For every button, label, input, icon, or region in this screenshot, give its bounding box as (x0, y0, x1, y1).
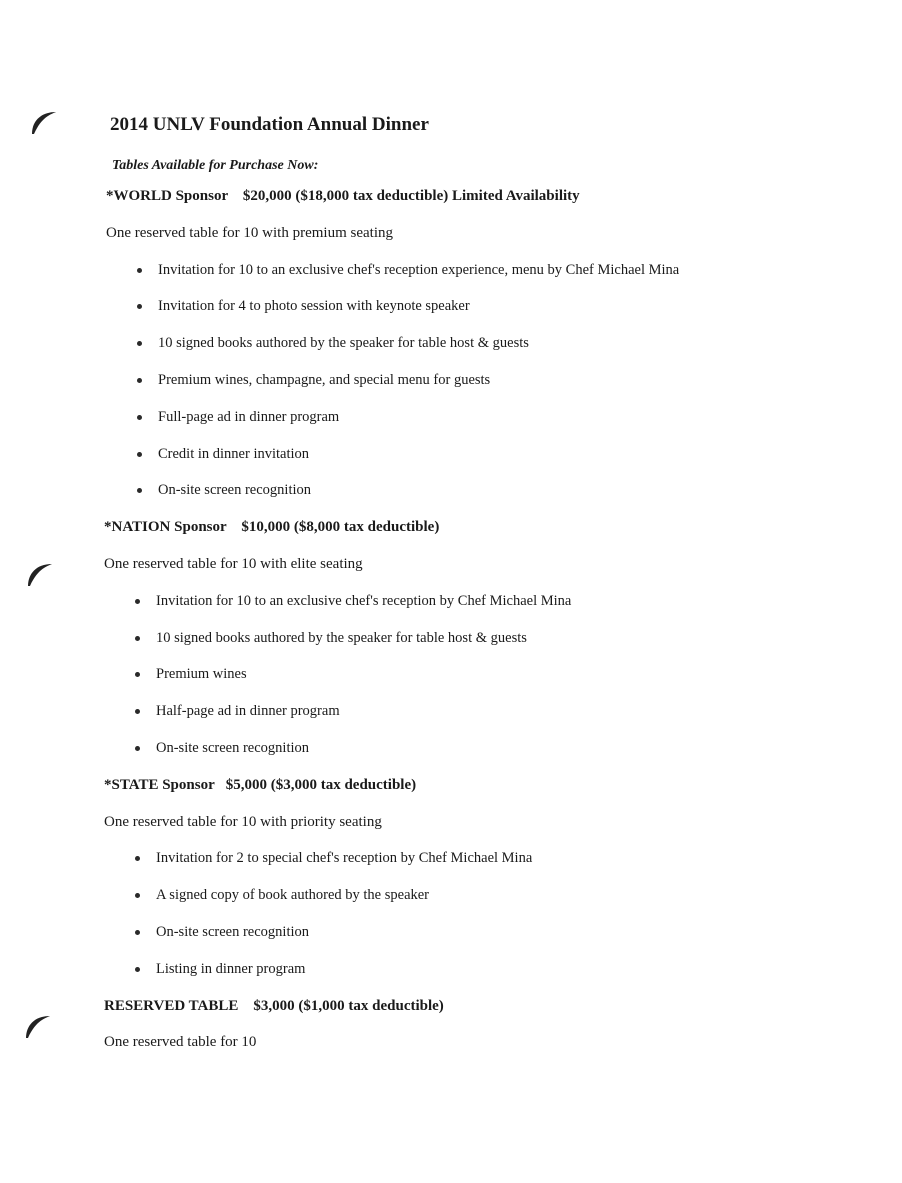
sponsor-level-name: RESERVED TABLE (104, 997, 239, 1014)
benefit-item: Full-page ad in dinner program (106, 407, 826, 427)
benefits-list (106, 260, 826, 501)
section-heading (106, 186, 826, 206)
benefit-item: 10 signed books authored by the speaker for table host & guests (104, 628, 826, 648)
section-description: One reserved table for 10 with priority seating (104, 813, 382, 830)
benefit-item: Invitation for 2 to special chef's reception by Chef Michael Mina (104, 848, 826, 868)
document-body (106, 110, 826, 1052)
benefit-item: On-site screen recognition (104, 922, 826, 942)
punch-hole-mark-icon (28, 104, 62, 138)
benefit-item: Premium wines (104, 664, 826, 684)
benefit-item: Invitation for 10 to an exclusive chef's reception by Chef Michael Mina (104, 591, 826, 611)
sponsor-level-name: *NATION Sponsor (104, 519, 227, 536)
sponsor-level-name: *WORLD Sponsor (106, 188, 228, 204)
punch-hole-mark-icon (24, 556, 58, 590)
section-heading (104, 996, 826, 1016)
benefit-item: Half-page ad in dinner program (104, 701, 826, 721)
benefits-list (104, 848, 826, 978)
section-description: One reserved table for 10 with premium seating (106, 224, 393, 241)
sponsor-price: $5,000 ($3,000 tax deductible) (225, 776, 417, 793)
benefit-item: 10 signed books authored by the speaker for table host & guests (106, 333, 826, 353)
benefits-list (104, 591, 826, 758)
benefit-item: Invitation for 10 to an exclusive chef's reception experience, menu by Chef Michael Mina (106, 260, 826, 280)
benefit-item: Premium wines, champagne, and special menu for guests (106, 370, 826, 390)
sponsor-section-reserved-table (104, 996, 826, 1053)
benefit-item: Credit in dinner invitation (106, 444, 826, 464)
sponsor-price: $3,000 ($1,000 tax deductible) (253, 997, 444, 1014)
punch-hole-mark-icon (22, 1008, 56, 1042)
page-subtitle: Tables Available for Purchase Now: (112, 158, 319, 173)
benefit-item: On-site screen recognition (106, 480, 826, 500)
sponsor-section-state (104, 775, 826, 996)
section-heading (104, 517, 826, 537)
sponsor-level-name: *STATE Sponsor (104, 776, 215, 793)
section-description: One reserved table for 10 (104, 1034, 257, 1051)
sponsor-section-world (106, 186, 826, 517)
benefit-item: Listing in dinner program (104, 959, 826, 979)
sponsor-price: $10,000 ($8,000 tax deductible) (241, 519, 440, 536)
benefit-item: On-site screen recognition (104, 738, 826, 758)
sponsor-price: $20,000 ($18,000 tax deductible) Limited Availability (242, 188, 580, 204)
section-description: One reserved table for 10 with elite seating (104, 555, 363, 572)
benefit-item: Invitation for 4 to photo session with keynote speaker (106, 296, 826, 316)
benefit-item: A signed copy of book authored by the speaker (104, 885, 826, 905)
section-heading (104, 775, 826, 795)
page-title: 2014 UNLV Foundation Annual Dinner (110, 114, 429, 135)
sponsor-section-nation (104, 517, 826, 775)
